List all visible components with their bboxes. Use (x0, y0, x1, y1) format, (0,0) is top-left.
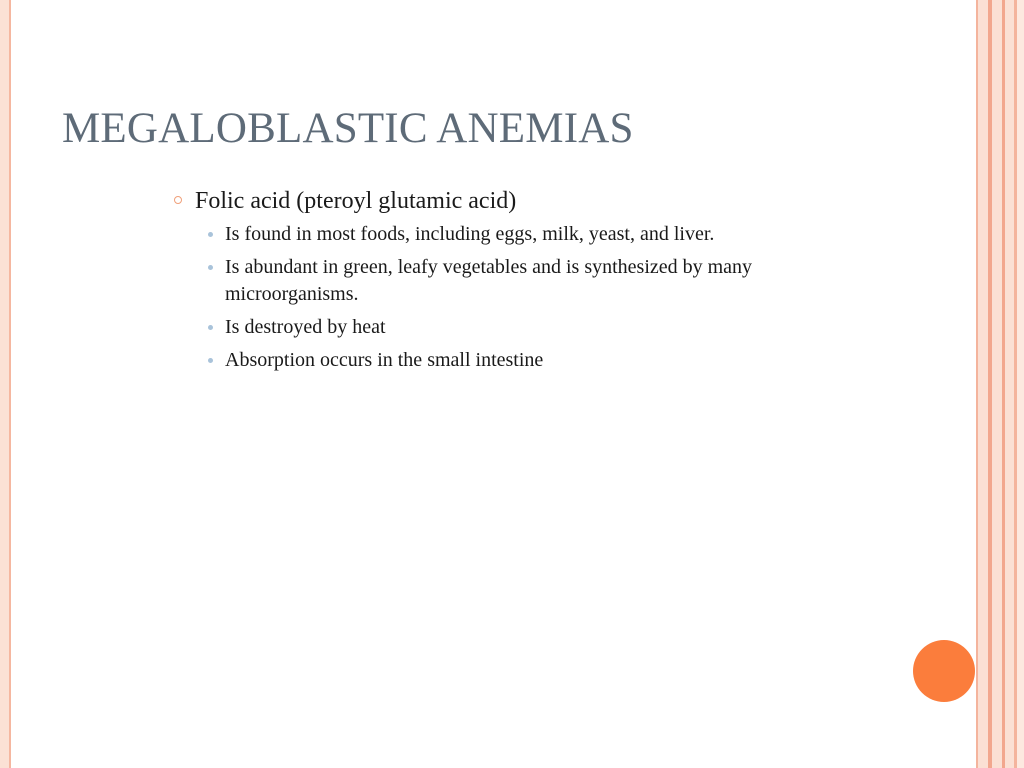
slide-title: MEGALOBLASTIC ANEMIAS (62, 105, 634, 152)
slide-content (174, 184, 894, 380)
dot-bullet-icon (208, 325, 213, 330)
sub-bullet-text: Is abundant in green, leafy vegetables and is synthesized by many microorganisms. (225, 256, 753, 305)
sub-bullet-item (204, 347, 875, 374)
left-border-decoration (0, 0, 11, 768)
dot-bullet-icon (208, 265, 213, 270)
ring-bullet-icon (174, 196, 182, 204)
sub-bullet-list (174, 221, 894, 374)
sub-bullet-text: Is found in most foods, including eggs, milk, yeast, and liver. (225, 223, 715, 245)
bullet-text: Folic acid (pteroyl glutamic acid) (195, 188, 517, 214)
bullet-item (174, 184, 894, 218)
dot-bullet-icon (208, 232, 213, 237)
sub-bullet-item (204, 314, 875, 341)
sub-bullet-item (204, 221, 875, 248)
sub-bullet-text: Is destroyed by heat (225, 316, 386, 338)
decorative-circle (913, 640, 975, 702)
sub-bullet-item (204, 254, 875, 308)
right-stripe-decoration (976, 0, 1024, 768)
dot-bullet-icon (208, 358, 213, 363)
sub-bullet-text: Absorption occurs in the small intestine (225, 349, 544, 371)
